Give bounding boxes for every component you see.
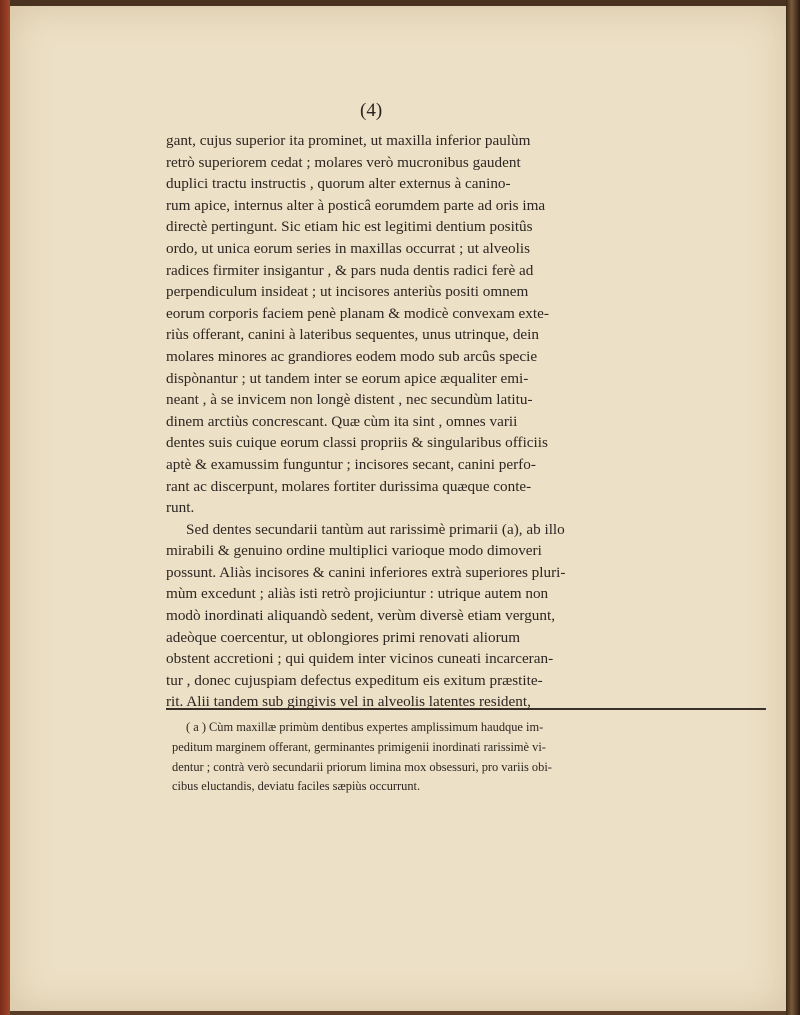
body-line: tur , donec cujuspiam defectus expeditum eis exitum præstite- — [166, 671, 543, 689]
body-line: duplici tractu instructis , quorum alter externus à canino- — [166, 175, 511, 193]
body-line: riùs offerant, canini à lateribus sequentes, unus utrinque, dein — [166, 326, 539, 344]
body-line: dinem arctiùs concrescant. Quæ cùm ita sint , omnes varii — [166, 412, 518, 430]
body-line: radices firmiter insigantur , & pars nuda dentis radici ferè ad — [166, 261, 534, 279]
body-line: possunt. Aliàs incisores & canini inferiores extrà superiores pluri- — [166, 563, 566, 581]
footnote-line: dentur ; contrà verò secundarii priorum limina mox obsessuri, pro variis obi- — [172, 759, 552, 774]
body-line: modò inordinati aliquandò sedent, verùm diversè etiam vergunt, — [166, 607, 556, 625]
footnote-line: peditum marginem offerant, germinantes primigenii inordinati rarissimè vi- — [172, 739, 546, 754]
body-line: adeòque coercentur, ut oblongiores primi renovati aliorum — [166, 628, 521, 646]
body-line: molares minores ac grandiores eodem modo sub arcûs specie — [166, 347, 538, 365]
body-line: gant, cujus superior ita prominet, ut maxilla inferior paulùm — [166, 132, 531, 149]
paragraph-start-line: Sed dentes secundarii tantùm aut rarissimè primarii (a), ab illo — [186, 520, 565, 538]
page-number: (4) — [360, 100, 383, 121]
book-edge-left — [0, 0, 10, 1015]
body-line: rum apice, internus alter à posticâ eorumdem parte ad oris ima — [166, 196, 546, 214]
body-line: rant ac discerpunt, molares fortiter durissima quæque conte- — [166, 477, 532, 495]
footnote-line: ( a ) Cùm maxillæ primùm dentibus expertes amplissimum haudque im- — [186, 720, 544, 734]
body-line: eorum corporis faciem penè planam & modicè convexam exte- — [166, 304, 549, 322]
body-line: rit. Alii tandem sub gingivis vel in alveolis latentes resident, — [166, 693, 531, 711]
footnote-line: cibus eluctandis, deviatu faciles sæpiùs occurrunt. — [172, 779, 421, 794]
body-line: perpendiculum insideat ; ut incisores anteriùs positi omnem — [166, 283, 529, 301]
body-line: mirabili & genuino ordine multiplici varioque modo dimoveri — [166, 542, 542, 560]
footnote — [172, 718, 768, 797]
body-text — [166, 130, 766, 713]
body-line: dispònantur ; ut tandem inter se eorum apice æqualiter emi- — [166, 369, 529, 387]
book-edge-right — [786, 0, 800, 1015]
body-line: directè pertingunt. Sic etiam hic est legitimi dentium positûs — [166, 218, 533, 236]
body-line: dentes suis cuique eorum classi propriis & singularibus officiis — [166, 434, 548, 452]
body-line: retrò superiorem cedat ; molares verò mucronibus gaudent — [166, 153, 521, 171]
body-line: runt. — [166, 499, 195, 517]
body-line: neant , à se invicem non longè distent , nec secundùm latitu- — [166, 391, 533, 409]
footnote-rule — [166, 708, 766, 710]
body-line: aptè & examussim funguntur ; incisores secant, canini perfo- — [166, 455, 536, 473]
body-line: ordo, ut unica eorum series in maxillas occurrat ; ut alveolis — [166, 239, 530, 257]
body-line: mùm excedunt ; aliàs isti retrò projiciuntur : utrique autem non — [166, 585, 549, 603]
body-line: obstent accretioni ; qui quidem inter vicinos cuneati incarceran- — [166, 650, 554, 668]
